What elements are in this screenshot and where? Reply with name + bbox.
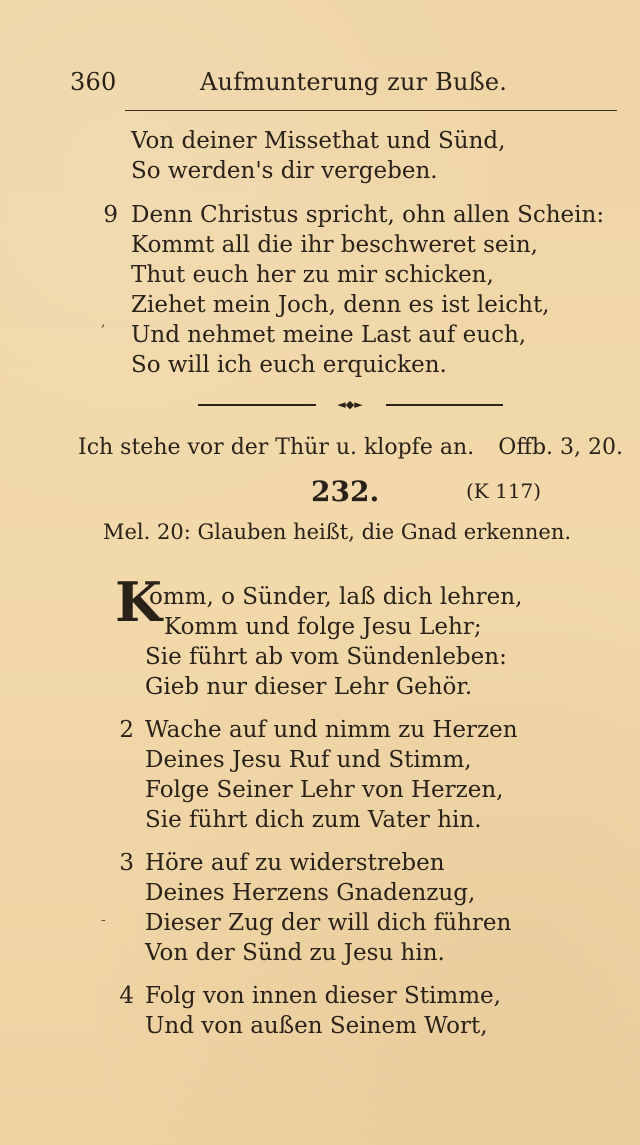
stanza-line: Folg von innen dieser Stimme, bbox=[145, 983, 501, 1009]
margin-mark: , bbox=[101, 314, 106, 330]
page-header bbox=[70, 68, 620, 106]
stanza-number: 2 bbox=[119, 717, 134, 743]
text-line: So werden's dir vergeben. bbox=[131, 158, 438, 184]
stanza-line: Und nehmet meine Last auf euch, bbox=[131, 322, 527, 348]
stanza-line: Und von außen Seinem Wort, bbox=[145, 1013, 488, 1039]
stanza-line: Komm und folge Jesu Lehr; bbox=[164, 614, 482, 640]
hymn-reference: (K 117) bbox=[466, 479, 542, 503]
decorated-initial: K bbox=[115, 570, 162, 634]
text-line: Von deiner Missethat und Sünd, bbox=[131, 128, 506, 154]
stanza-line: Thut euch her zu mir schicken, bbox=[131, 262, 494, 288]
stanza-line: Sie führt ab vom Sündenleben: bbox=[145, 644, 507, 670]
stanza-line: Gieb nur dieser Lehr Gehör. bbox=[145, 674, 473, 700]
stanza-line: Sie führt dich zum Vater hin. bbox=[145, 807, 482, 833]
subtitle-text: Ich stehe vor der Thür u. klopfe an. bbox=[78, 435, 475, 460]
header-rule bbox=[125, 110, 617, 111]
stanza-line: Deines Herzens Gnadenzug, bbox=[145, 880, 476, 906]
divider-left-bar bbox=[198, 404, 316, 406]
stanza-line: Denn Christus spricht, ohn allen Schein: bbox=[131, 202, 605, 228]
section-divider bbox=[198, 395, 503, 415]
scripture-reference: Offb. 3, 20. bbox=[498, 435, 623, 460]
divider-right-bar bbox=[386, 404, 503, 406]
running-title: Aufmunterung zur Buße. bbox=[200, 68, 508, 96]
stanza-line: Folge Seiner Lehr von Herzen, bbox=[145, 777, 504, 803]
stanza-number: 9 bbox=[103, 202, 118, 228]
stanza-line: Kommt all die ihr beschweret sein, bbox=[131, 232, 538, 258]
stanza-line: Wache auf und nimm zu Herzen bbox=[145, 717, 518, 743]
stanza-line: Ziehet mein Joch, denn es ist leicht, bbox=[131, 292, 550, 318]
margin-mark: - bbox=[101, 912, 106, 928]
stanza-line: Dieser Zug der will dich führen bbox=[145, 910, 512, 936]
stanza-number: 4 bbox=[119, 983, 134, 1009]
stanza-number: 3 bbox=[119, 850, 134, 876]
stanza-line: So will ich euch erquicken. bbox=[131, 352, 447, 378]
melody-line: Mel. 20: Glauben heißt, die Gnad erkennen. bbox=[103, 520, 572, 544]
divider-ornament: ◄◆► bbox=[337, 398, 363, 411]
page-number: 360 bbox=[70, 68, 117, 96]
stanza-line: Höre auf zu widerstreben bbox=[145, 850, 445, 876]
stanza-line: Deines Jesu Ruf und Stimm, bbox=[145, 747, 472, 773]
hymn-number: 232. bbox=[311, 475, 380, 508]
stanza-line: omm, o Sünder, laß dich lehren, bbox=[149, 584, 523, 610]
stanza-line: Von der Sünd zu Jesu hin. bbox=[145, 940, 445, 966]
